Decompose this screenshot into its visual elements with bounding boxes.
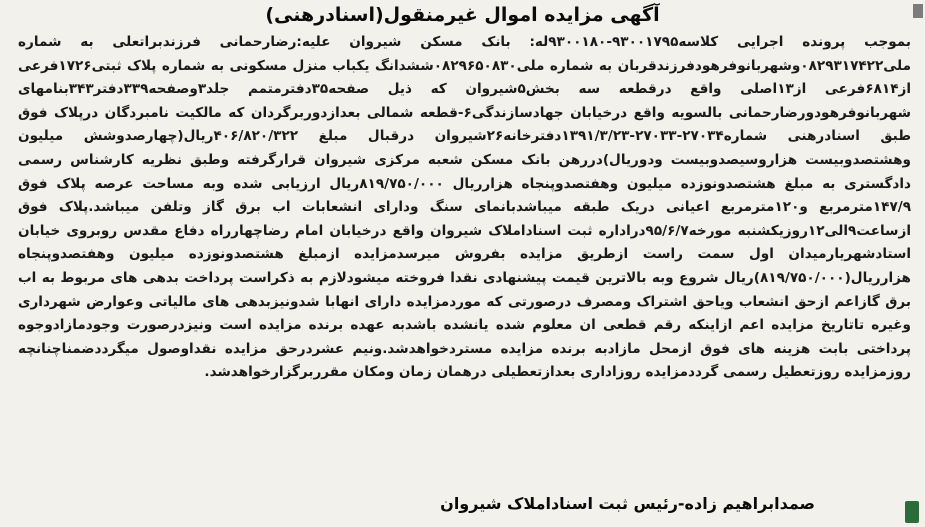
edge-mark bbox=[905, 501, 919, 523]
notice-signature: صمدابراهیم زاده-رئیس ثبت اسناداملاک شیروان bbox=[440, 494, 815, 513]
notice-title: آگهی مزایده اموال غیرمنقول(اسنادرهنی) bbox=[265, 4, 660, 26]
notice-body: بموجب پرونده اجرایی کلاسه۹۳۰۰۱۷۹۵-۹۳۰۰۱۸۰له: بانک مسکن شیروان علیه:رضارحمانی فرزندبراتعلی به شماره ملی۰۸۲۹۳۱۷۴۲۲وشهربانوفرهودفرزندقربان به شماره ملی۰۸۲۹۶۵۰۸۳۰ششدانگ یکباب منزل مسکونی به شماره پلاک ثبتی۱۷۲۶فرعی از۶۸۱۴فرعی از۱۳اصلی واقع درقطعه سه بخش۵شیروان که ذیل صفحه۳۵دفترمتمم جلد۳وصفحه۳۳۹دفتر۳۴۳بنامهای شهربانوفرهودورضارحمانی بالسویه واقع درخیابان جهادسازندگی۶-قطعه شمالی بعدازدوربرگردان که مالکیت نامبردگان درپلاک فوق طبق اسنادرهنی شماره۲۷۰۳۴-۲۷۰۳۳-۱۳۹۱/۳/۲۳دفترخانه۲۶شیروان درقبال مبلغ ۴۰۶/۸۲۰/۳۲۲ریال(چهارصدوشش میلیون وهشتصدوبیست هزاروسیصدوبیست ودوریال)دررهن بانک مسکن شعبه مرکزی شیروان قرارگرفته وطبق نظریه کارشناس رسمی دادگستری به مبلغ هشتصدونوزده میلیون وهفتصدوپنجاه هزارریال ۸۱۹/۷۵۰/۰۰۰ریال ارزیابی شده وبه مساحت عرصه پلاک فوق ۱۴۷/۹مترمربع و۱۲۰مترمربع اعیانی دریک طبقه میباشدبانمای سنگ ودارای انشعابات اب برق گاز وتلفن میباشد.پلاک فوق ازساعت۹الی۱۲روزیکشنبه مورخه۹۵/۶/۷دراداره ثبت اسناداملاک شیروان واقع درخیابان امام رضاچهارراه دفاع مقدس روبروی خیابان استادشهریارمیدان اول سمت راست ازطریق مزایده بفروش میرسدمزایده ازمبلغ هشتصدونوزده میلیون وهفتصدوپنجاه هزارریال(۸۱۹/۷۵۰/۰۰۰)ریال شروع وبه بالاترین قیمت پیشنهادی نقدا فروخته میشودلازم به ذکراست پرداخت بدهی های مربوط به اب برق گازاعم ازحق انشعاب ویاحق اشتراک ومصرف درصورتی که موردمزایده دارای انهابا شدونیزبدهی های مالیاتی وعوارض شهرداری وغیره تاتاریخ مزایده اعم ازاینکه رقم قطعی ان معلوم شده یانشده باشدبه عهده برنده مزایده است ونیزدرصورت وجودمازادوجوه پرداختی بابت هزینه های فوق ازمحل مازادبه برنده مزایده مستردخواهدشد.ونیم عشردرحق مزایده نقداوصول میگرددضمناچنانچه روزمزایده روزتعطیل رسمی گرددمزایده روزاداری بعدازتعطیلی درهمان زمان ومکان مقرربرگزارخواهدشد. bbox=[18, 34, 912, 381]
